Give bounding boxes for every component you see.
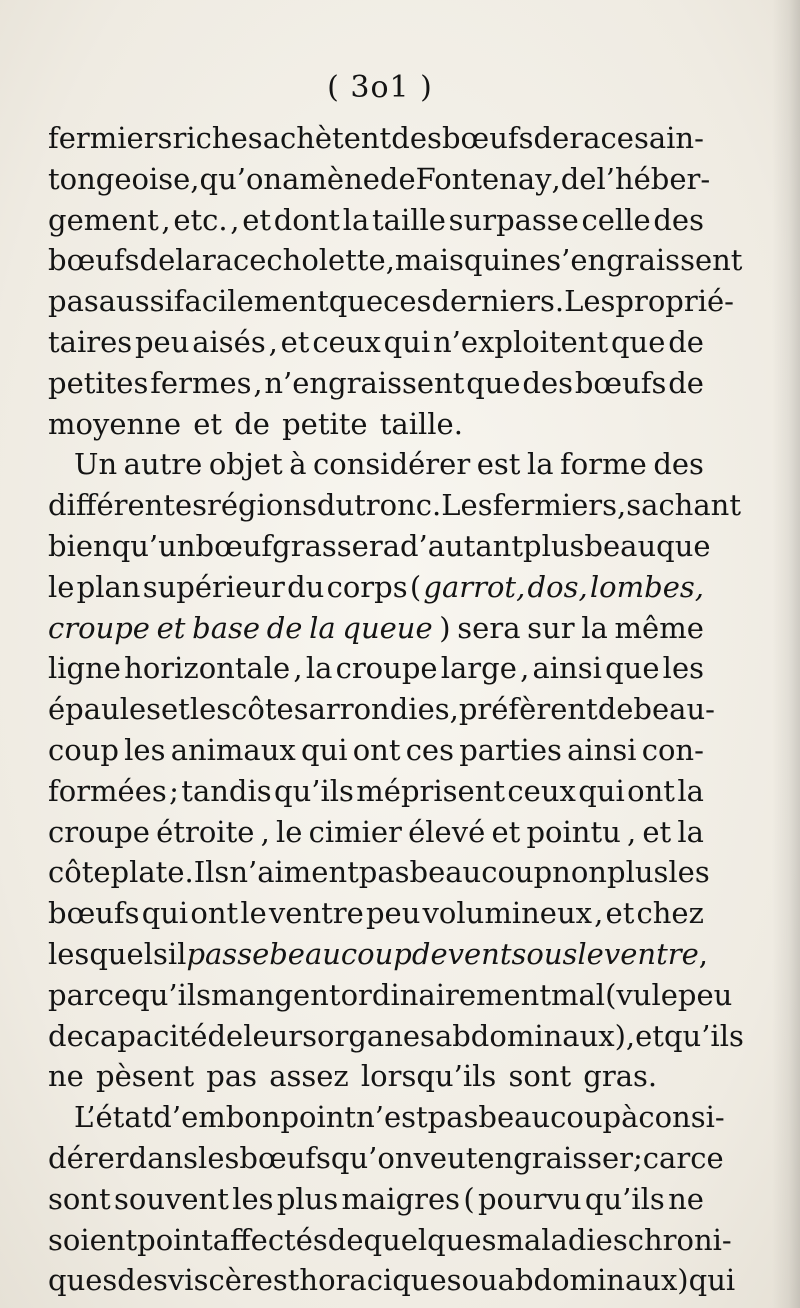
- text-line: [48, 893, 704, 934]
- word: sous: [511, 936, 578, 971]
- word: la: [677, 814, 704, 849]
- word: leurs: [243, 1018, 318, 1053]
- word: ne: [510, 243, 547, 278]
- word: qu’ils: [663, 1018, 744, 1053]
- word: Un: [74, 447, 118, 482]
- word: sera: [336, 528, 400, 563]
- word: car: [642, 1140, 691, 1175]
- word: est: [476, 447, 521, 482]
- text-line: [48, 363, 704, 404]
- word: ne: [48, 1059, 84, 1094]
- word: ,: [594, 896, 604, 931]
- word: garrot,: [423, 569, 526, 604]
- word: de: [207, 1018, 244, 1053]
- text-line: [48, 689, 715, 730]
- word: ceux: [507, 773, 576, 808]
- word: parties: [459, 732, 562, 767]
- word: ques: [48, 1263, 118, 1298]
- word: beau-: [633, 692, 715, 727]
- word: de: [327, 1222, 364, 1257]
- word: forme: [560, 447, 647, 482]
- word: plus: [523, 528, 585, 563]
- word: et: [642, 814, 672, 849]
- word: même: [614, 610, 704, 645]
- word: qui: [300, 732, 348, 767]
- word: (: [463, 1181, 475, 1216]
- word: ordinairement: [340, 977, 551, 1012]
- word: de: [533, 121, 570, 155]
- word: bœuf: [195, 528, 273, 563]
- word: veut: [413, 1140, 478, 1175]
- word: L’état: [74, 1100, 154, 1135]
- word: bœufs: [48, 896, 140, 931]
- word: beaucoup: [409, 855, 553, 890]
- text-line: [48, 771, 704, 812]
- word: les: [189, 692, 232, 727]
- text-line: [48, 1016, 744, 1057]
- word: dans: [128, 1140, 199, 1175]
- page-number: ( 3o1 ): [327, 70, 433, 105]
- word: préfèrent: [458, 692, 598, 727]
- word: n’est: [356, 1100, 428, 1135]
- word: race: [569, 121, 634, 155]
- word: derniers.: [431, 284, 565, 319]
- word: ,: [698, 936, 708, 971]
- word: n’aiment: [229, 855, 359, 890]
- word: chez: [636, 896, 704, 931]
- word: race: [201, 243, 267, 278]
- word: maigres: [341, 1181, 461, 1216]
- word: beaucoup: [269, 936, 412, 971]
- word: celle: [581, 202, 651, 237]
- text-line: [48, 1260, 736, 1301]
- word: ): [439, 610, 451, 645]
- word: pas: [358, 855, 410, 890]
- word: abdominaux): [497, 1263, 689, 1298]
- word: le: [48, 569, 75, 604]
- word: et: [242, 202, 272, 237]
- word: Les: [564, 284, 616, 319]
- word: le: [577, 936, 604, 971]
- word: viscères: [167, 1263, 288, 1298]
- word: tronc.: [354, 488, 442, 523]
- word: sont: [508, 1059, 572, 1094]
- word: côtes: [231, 692, 309, 727]
- word: objet: [208, 447, 283, 482]
- word: etc.: [173, 202, 228, 237]
- word: animaux: [170, 732, 296, 767]
- text-line: [48, 240, 743, 281]
- word: sachant: [626, 488, 741, 523]
- word: tongeoise: [48, 161, 191, 196]
- word: ,: [230, 202, 240, 237]
- word: les: [232, 1181, 274, 1216]
- word: côte: [48, 855, 111, 890]
- text-line: [48, 1179, 704, 1220]
- word: de: [411, 936, 448, 971]
- word: dont: [273, 202, 341, 237]
- word: qu’on: [330, 1140, 414, 1175]
- word: mais: [394, 243, 464, 278]
- word: et: [491, 814, 521, 849]
- text-line: [48, 852, 710, 893]
- word: base: [192, 610, 261, 645]
- word: taires: [48, 324, 133, 359]
- word: ,: [449, 692, 459, 727]
- word: d’autant: [399, 528, 524, 563]
- word: les: [198, 1140, 240, 1175]
- word: (: [409, 569, 422, 604]
- word: ces: [383, 284, 432, 319]
- word: plan: [76, 569, 141, 604]
- word: gras.: [583, 1059, 658, 1094]
- word: taille: [372, 202, 446, 237]
- word: la: [526, 447, 554, 482]
- word: de: [379, 161, 416, 196]
- word: chroni-: [627, 1222, 732, 1257]
- word: Les: [441, 488, 493, 523]
- word: abdominaux),: [434, 1018, 636, 1053]
- word: arrondies: [308, 692, 450, 727]
- word: maladies: [496, 1222, 628, 1257]
- word: ont: [190, 896, 239, 931]
- word: ,: [161, 202, 171, 237]
- word: ,: [551, 161, 561, 196]
- text-line: [48, 118, 704, 159]
- word: à: [289, 447, 307, 482]
- word: cimier: [308, 814, 402, 849]
- word: ,: [268, 324, 278, 359]
- body-text: [48, 118, 744, 1301]
- page-edge-shadow: [772, 0, 800, 1308]
- word: parce: [48, 977, 132, 1012]
- word: formées: [48, 773, 167, 808]
- word: surpasse: [448, 202, 579, 237]
- word: autre: [123, 447, 203, 482]
- word: qu’ils: [131, 977, 212, 1012]
- word: sont: [48, 1181, 111, 1216]
- word: plate.: [110, 855, 194, 890]
- word: que: [610, 324, 666, 359]
- word: pas: [206, 1059, 258, 1094]
- word: large: [440, 651, 517, 686]
- word: qu’un: [111, 528, 196, 563]
- word: peu: [365, 896, 421, 931]
- word: gras: [272, 528, 337, 563]
- word: à: [621, 1100, 639, 1135]
- word: souvent: [113, 1181, 229, 1216]
- word: quelques: [363, 1222, 497, 1257]
- word: le: [275, 814, 303, 849]
- word: du: [316, 488, 355, 523]
- word: et: [635, 1018, 664, 1053]
- word: volumineux: [422, 896, 592, 931]
- word: bœufs: [574, 365, 667, 400]
- word: sera: [457, 610, 521, 645]
- word: sain-: [633, 121, 704, 155]
- word: supérieur: [142, 569, 285, 604]
- word: soient: [48, 1222, 138, 1257]
- word: affectés: [212, 1222, 328, 1257]
- word: des: [522, 365, 574, 400]
- word: pèsent: [96, 1059, 195, 1094]
- word: bien: [48, 528, 112, 563]
- word: et: [156, 610, 186, 645]
- word: queue: [342, 610, 433, 645]
- word: peu: [134, 324, 190, 359]
- word: horizontale: [124, 651, 291, 686]
- word: de: [560, 161, 597, 196]
- word: d’embonpoint: [153, 1100, 357, 1135]
- word: ceux: [312, 324, 381, 359]
- word: coup: [48, 732, 119, 767]
- text-line: [48, 812, 704, 853]
- word: ou: [461, 1263, 498, 1298]
- word: con-: [641, 732, 704, 767]
- word: engraisser;: [477, 1140, 643, 1175]
- word: fermiers,: [492, 488, 627, 523]
- word: la: [175, 243, 202, 278]
- word: pas: [48, 284, 99, 319]
- word: ,: [293, 651, 303, 686]
- word: n’exploitent: [432, 324, 609, 359]
- word: fermes: [150, 365, 252, 400]
- text-line: [48, 730, 704, 771]
- word: pointu: [526, 814, 621, 849]
- word: méprisent: [356, 773, 506, 808]
- word: ligne: [48, 651, 121, 686]
- word: croupe: [48, 610, 150, 645]
- text-line: [48, 444, 704, 485]
- word: lorsqu’ils: [360, 1059, 497, 1094]
- word: des: [653, 202, 704, 237]
- word: de: [234, 406, 270, 441]
- word: ainsi: [532, 651, 602, 686]
- word: qui: [688, 1263, 736, 1298]
- word: que: [466, 365, 521, 400]
- word: de: [266, 610, 303, 645]
- word: le: [240, 896, 267, 931]
- word: non: [552, 855, 607, 890]
- word: qu’ils: [584, 1181, 665, 1216]
- text-line: [48, 526, 711, 567]
- word: dérer: [48, 1140, 129, 1175]
- word: s’engraissent: [546, 243, 743, 278]
- text-line: [48, 608, 704, 649]
- word: dos,: [527, 569, 588, 604]
- word: gement: [48, 202, 159, 237]
- word: petite: [282, 406, 368, 441]
- word: plus: [607, 855, 669, 890]
- word: ces: [405, 732, 454, 767]
- text-line: [48, 1220, 732, 1261]
- word: ,: [253, 365, 263, 400]
- word: cholette,: [266, 243, 395, 278]
- text-line: [48, 281, 734, 322]
- word: de: [668, 365, 704, 400]
- word: et: [193, 406, 223, 441]
- word: et: [280, 324, 310, 359]
- text-line: [48, 404, 704, 445]
- word: ,: [260, 814, 270, 849]
- word: considérer: [313, 447, 471, 482]
- word: des: [117, 1263, 168, 1298]
- word: les: [124, 732, 166, 767]
- word: qui: [463, 243, 511, 278]
- word: de: [668, 324, 704, 359]
- word: peu: [677, 977, 733, 1012]
- text-line: [48, 159, 711, 200]
- word: corps: [326, 569, 408, 604]
- word: ne: [668, 1181, 704, 1216]
- word: régions: [207, 488, 317, 523]
- text-line: [48, 485, 741, 526]
- word: assez: [269, 1059, 349, 1094]
- word: la: [342, 202, 370, 237]
- word: ,: [626, 814, 637, 849]
- word: ,: [190, 161, 200, 196]
- word: Ils: [193, 855, 230, 890]
- word: bœufs: [48, 243, 140, 278]
- word: pas: [427, 1100, 479, 1135]
- word: des: [653, 447, 704, 482]
- word: et: [161, 692, 190, 727]
- word: ventre: [603, 936, 699, 971]
- word: croupe: [48, 814, 150, 849]
- text-line: [48, 200, 704, 241]
- word: petites: [48, 365, 149, 400]
- word: bœufs: [239, 1140, 331, 1175]
- word: ce: [690, 1140, 724, 1175]
- word: proprié-: [615, 284, 734, 319]
- word: qu’ils: [274, 773, 354, 808]
- word: ventre: [268, 896, 364, 931]
- word: Fontenay: [415, 161, 552, 196]
- word: lesquels: [48, 936, 168, 971]
- word: les: [668, 855, 710, 890]
- word: tandis: [181, 773, 272, 808]
- word: de: [139, 243, 176, 278]
- word: plus: [276, 1181, 339, 1216]
- word: la: [581, 610, 608, 645]
- word: élevé: [408, 814, 486, 849]
- word: du: [287, 569, 325, 604]
- word: pourvu: [477, 1181, 582, 1216]
- word: beau: [584, 528, 657, 563]
- word: que: [605, 651, 660, 686]
- word: qu’on: [199, 161, 283, 196]
- text-line: [48, 567, 704, 608]
- word: bœufs: [441, 121, 534, 155]
- word: et: [605, 896, 635, 931]
- word: des: [391, 121, 442, 155]
- word: mal: [550, 977, 606, 1012]
- word: aussi: [98, 284, 174, 319]
- word: le: [651, 977, 678, 1012]
- word: de: [48, 1018, 84, 1053]
- word: ,: [520, 651, 530, 686]
- word: la: [305, 651, 333, 686]
- word: moyenne: [48, 406, 182, 441]
- word: consi-: [638, 1100, 725, 1135]
- word: ont: [627, 773, 675, 808]
- text-line: [48, 934, 708, 975]
- word: organes: [317, 1018, 435, 1053]
- text-line: [48, 1056, 704, 1097]
- word: ;: [169, 773, 179, 808]
- word: riches: [172, 121, 263, 155]
- text-line: [48, 1097, 725, 1138]
- word: taille.: [379, 406, 463, 441]
- word: capacité: [83, 1018, 208, 1053]
- word: mangent: [211, 977, 341, 1012]
- text-line: [48, 322, 704, 363]
- word: qui: [383, 324, 431, 359]
- word: il: [167, 936, 187, 971]
- word: (vu: [605, 977, 652, 1012]
- word: passe: [186, 936, 270, 971]
- text-line: [48, 1138, 724, 1179]
- word: que: [328, 284, 384, 319]
- word: les: [662, 651, 704, 686]
- word: facilement: [173, 284, 329, 319]
- word: la: [677, 773, 704, 808]
- word: épaules: [48, 692, 162, 727]
- word: qui: [141, 896, 189, 931]
- word: que: [656, 528, 711, 563]
- word: lombes,: [589, 569, 704, 604]
- text-line: [48, 975, 733, 1016]
- word: sur: [527, 610, 575, 645]
- text-line: [48, 648, 704, 689]
- word: thoraciques: [287, 1263, 462, 1298]
- word: amène: [282, 161, 380, 196]
- word: l’héber-: [596, 161, 711, 196]
- word: de: [597, 692, 634, 727]
- word: aisés: [192, 324, 266, 359]
- word: fermiers: [48, 121, 173, 155]
- word: la: [309, 610, 336, 645]
- word: n’engraissent: [264, 365, 465, 400]
- word: ont: [352, 732, 401, 767]
- word: beaucoup: [478, 1100, 622, 1135]
- word: ainsi: [567, 732, 637, 767]
- word: vent: [447, 936, 512, 971]
- word: croupe: [335, 651, 438, 686]
- word: étroite: [156, 814, 255, 849]
- word: point: [137, 1222, 213, 1257]
- word: qui: [578, 773, 625, 808]
- word: achètent: [262, 121, 392, 155]
- word: différentes: [48, 488, 208, 523]
